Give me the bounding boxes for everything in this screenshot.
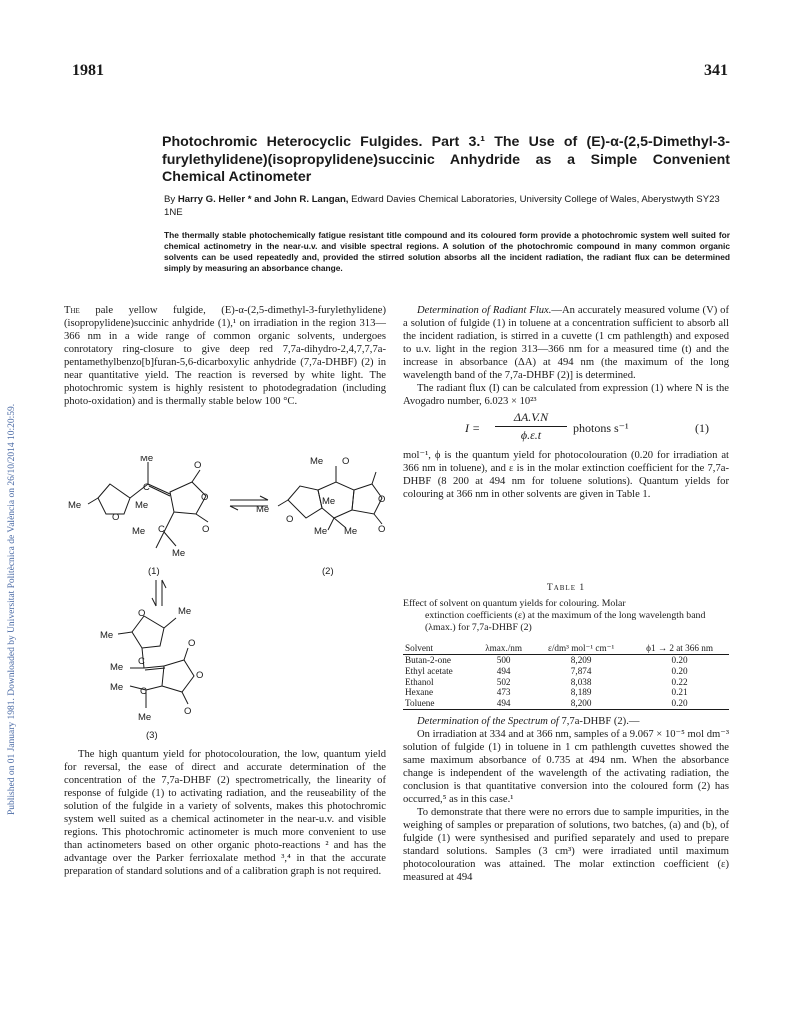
atom-label: O: [188, 638, 196, 649]
table-cell: 0.20: [630, 698, 729, 709]
table-cell: 7,874: [570, 665, 592, 676]
furan-ring-3: [132, 616, 164, 648]
table-caption: [403, 598, 729, 634]
impurity-test-text: To demonstrate that there were no errors due to sample impurities, in the weighing of samples or preparation of solutions, two batches, (a) and (b), of fulgide (1) were synthesised and purified separately and used to prepare standard solutions. Samples (3 cm³) were irradiated until maximum photocolouration was attained. The molar extinction coefficient (ε) measured at 494: [403, 807, 729, 883]
compound-label-2: (2): [322, 566, 334, 577]
table-header-cell: ϕ1 → 2 at 366 nm: [630, 643, 729, 655]
atom-label: O: [286, 514, 294, 525]
atom-label: O: [194, 460, 202, 471]
atom-label: Me: [310, 456, 324, 467]
equation-1: [403, 410, 729, 446]
atom-label: Me: [178, 606, 192, 617]
atom-label: O: [196, 670, 204, 681]
table-title: Table 1: [546, 583, 586, 593]
author-prefix: By: [164, 194, 178, 205]
atom-label: O: [378, 494, 386, 505]
table-row: [403, 687, 729, 698]
table-header-cell: ε/dm³ mol⁻¹ cm⁻¹: [532, 643, 630, 655]
solvent-table: [403, 643, 729, 710]
radiant-flux-section: [403, 304, 729, 408]
atom-label: O: [112, 512, 120, 523]
atom-label: C: [140, 686, 147, 697]
table-cell: 0.22: [671, 676, 688, 687]
atom-label: Me: [256, 504, 270, 515]
table-row: [403, 698, 729, 709]
atom-label: O: [201, 492, 209, 503]
table-header-cell: Solvent: [403, 643, 475, 655]
page-number: 341: [704, 62, 728, 79]
table-cell: Butan-2-one: [405, 655, 451, 665]
atom-label: Me: [314, 526, 328, 537]
table-cell: 500: [496, 655, 511, 665]
radiant-flux-text: —An accurately measured volume (V) of a solution of fulgide (1) in toluene at a concentration sufficient to absorb all the incident radiation, is stirred in a cuvette (1 cm pathlength) and exposed to u.v. light in the region 313—366 nm for a measured time (t) and the increase in absorbance (ΔA) at 494 nm (the maximum of the long wavelength band of the 7,7a-DHBF (2)] is determined.: [403, 305, 729, 381]
table-cell: 0.20: [671, 655, 688, 665]
atom-label: O: [378, 524, 386, 535]
equation-numerator: ΔA.V.N: [495, 410, 567, 427]
atom-label: Me: [135, 500, 149, 511]
table-cell: 8,209: [570, 655, 592, 665]
table-cell: 0.21: [671, 687, 688, 698]
atom-label: Me: [100, 630, 114, 641]
download-notice: Published on 01 January 1981. Downloaded by Universitat Politècnica de València on 26/10/2014 10:20:59.: [7, 403, 17, 815]
journal-year: 1981: [72, 62, 104, 79]
atom-label: Me: [322, 496, 336, 507]
atom-label: Me: [344, 526, 358, 537]
equation-unit: photons s⁻¹: [573, 421, 629, 435]
equation-lhs: I =: [465, 421, 481, 435]
atom-label: O: [342, 456, 350, 467]
abstract: The thermally stable photochemically fatigue resistant title compound and its coloured form provide a photochromic system well suited for chemical actinometry in the near-u.v. and visible spectral regions. A solution of the photochromic compound in many common organic solvents can be used repeatedly and, provided the stirred solution absorbs all the incident radiation, the radiant flux can be determined simply by measuring an absorbance change.: [164, 230, 730, 273]
article-title: Photochromic Heterocyclic Fulgides. Part 3.¹ The Use of (E)-α-(2,5-Dimethyl-3-furylethylidene)(isopropylidene)succinic Anhydride as a Simple Convenient Chemical Actinometer: [162, 134, 730, 185]
intro-text: pale yellow fulgide, (E)-α-(2,5-dimethyl-3-furylethylidene)(isopropylidene)succinic anhydride (1),¹ on irradiation in the region 313—366 nm in a wide range of common organic solvents, undergoes conrotatory ring-closure to give deep red 7,7a-dihydro-2,4,7,7,7a-pentamethylbenzo[b]furan-5,6-dicarboxylic anhydride (7,7a-DHBF) (2) in near quantitative yield. The reaction is reversed by white light. The photochromic system is highly resistent to photodegradation (including photo-oxidation) and is thermally stable below 100 °C.: [64, 305, 386, 407]
atom-label: C: [138, 656, 145, 667]
table-cell: 494: [475, 698, 532, 709]
table-row: [403, 677, 729, 688]
quantum-yield-paragraph: [403, 449, 729, 501]
table-cell: 8,038: [570, 676, 592, 687]
atom-label: O: [138, 608, 146, 619]
anhydride-ring-3: [162, 660, 194, 692]
section-heading-spectrum: Determination of the Spectrum of: [417, 716, 559, 727]
discussion-text: The high quantum yield for photocolouration, the low, quantum yield for reversal, the ease of direct and accurate determination of the concentration of the 7,7a-DHBF (2) spectrometrically, the linearity of response of fulgide (1) to activating radiation, and the reuseability of the solution of the fulgide in a variety of solvents, makes this photochromic system well suited as a chemical actinometer in the near-u.v. and visible regions. This photochromic actinometer is much more convenient to use than actinometers based on other organic photo-reactions ² and has the advantage over the Parker ferrioxalate method ³,⁴ in that the accurate preparation of standard solutions and of a calibration graph is not required.: [64, 749, 386, 877]
discussion-paragraph: [64, 748, 386, 878]
furan-ring-1: [98, 484, 130, 514]
equation-fraction: [495, 410, 567, 443]
spectrum-section: [403, 715, 729, 884]
table-cell: 473: [496, 687, 511, 698]
table-cell: 8,200: [532, 698, 630, 709]
table-caption-line-1: Effect of solvent on quantum yields for colouring. Molar: [403, 598, 626, 609]
atom-label: C: [143, 482, 150, 493]
quantum-yield-text: mol⁻¹, ϕ is the quantum yield for photocolouration (0.20 for irradiation at 366 nm in toluene), and ε is in the molar extinction coefficient for the 7,7a-DHBF (8 200 at 494 nm for toluene solutions). Quantum yields for colouring at 366 nm in other solvents are given in Table 1.: [403, 450, 729, 500]
section-heading-radiant-flux: Determination of Radiant Flux.: [417, 305, 552, 316]
equation-number: (1): [695, 421, 709, 435]
spectrum-text: On irradiation at 334 and at 366 nm, samples of a 9.067 × 10⁻⁵ mol dm⁻³ solution of fulgide (1) in toluene in 1 cm pathlength cuvettes showed the same maximum absorbance of 0.735 at 494 nm. When the absorbance change is independent of the wavelength of the activating radiation, the conclusion is that quantitative conversion into the coloured form (2) has occurred,⁵ as in this case.¹: [403, 729, 729, 805]
atom-label: Me: [68, 500, 82, 511]
reaction-scheme: [60, 456, 400, 746]
intro-first-word: The: [64, 305, 80, 316]
compound-label-1: (1): [148, 566, 160, 577]
compound-label-3: (3): [146, 730, 158, 741]
equation-denominator: ϕ.ε.t: [520, 428, 542, 442]
table-cell: Toluene: [403, 698, 475, 709]
table-cell: 494: [496, 665, 511, 676]
radiant-flux-expression-text: The radiant flux (I) can be calculated from expression (1) where N is the Avogadro number, 6.023 × 10²³: [403, 383, 729, 407]
table-cell: 502: [496, 676, 511, 687]
atom-label: Me: [172, 548, 186, 559]
table-cell: 0.20: [671, 665, 688, 676]
table-cell: Ethyl acetate: [405, 665, 453, 676]
atom-label: Me: [138, 712, 152, 723]
atom-label: C: [158, 524, 165, 535]
table-caption-line-2: extinction coefficients (ε) at the maximum of the long wavelength band (λmax.) for 7,7a-DHBF (2): [425, 610, 706, 633]
scheme-drawing: [60, 456, 400, 746]
table-row: [403, 666, 729, 677]
author-names: Harry G. Heller * and John R. Langan,: [177, 194, 349, 205]
section-heading-spectrum-rest: 7,7a-DHBF (2).—: [558, 716, 640, 727]
author-line: [164, 194, 732, 219]
atom-label: O: [184, 706, 192, 717]
table-header-cell: λmax./nm: [475, 643, 532, 655]
table-cell: 8,189: [570, 687, 592, 698]
atom-label: Me: [110, 682, 124, 693]
intro-paragraph: [64, 304, 386, 408]
author-affiliation: Edward Davies Chemical Laboratories, University College of Wales, Aberystwyth SY23 1NE: [164, 194, 720, 218]
table-cell: Ethanol: [405, 676, 434, 687]
atom-label: Me: [110, 662, 124, 673]
atom-label: Me: [140, 456, 154, 464]
atom-label: O: [202, 524, 210, 535]
table-cell: Hexane: [405, 687, 434, 698]
atom-label: Me: [132, 526, 146, 537]
table-row: [403, 655, 729, 666]
